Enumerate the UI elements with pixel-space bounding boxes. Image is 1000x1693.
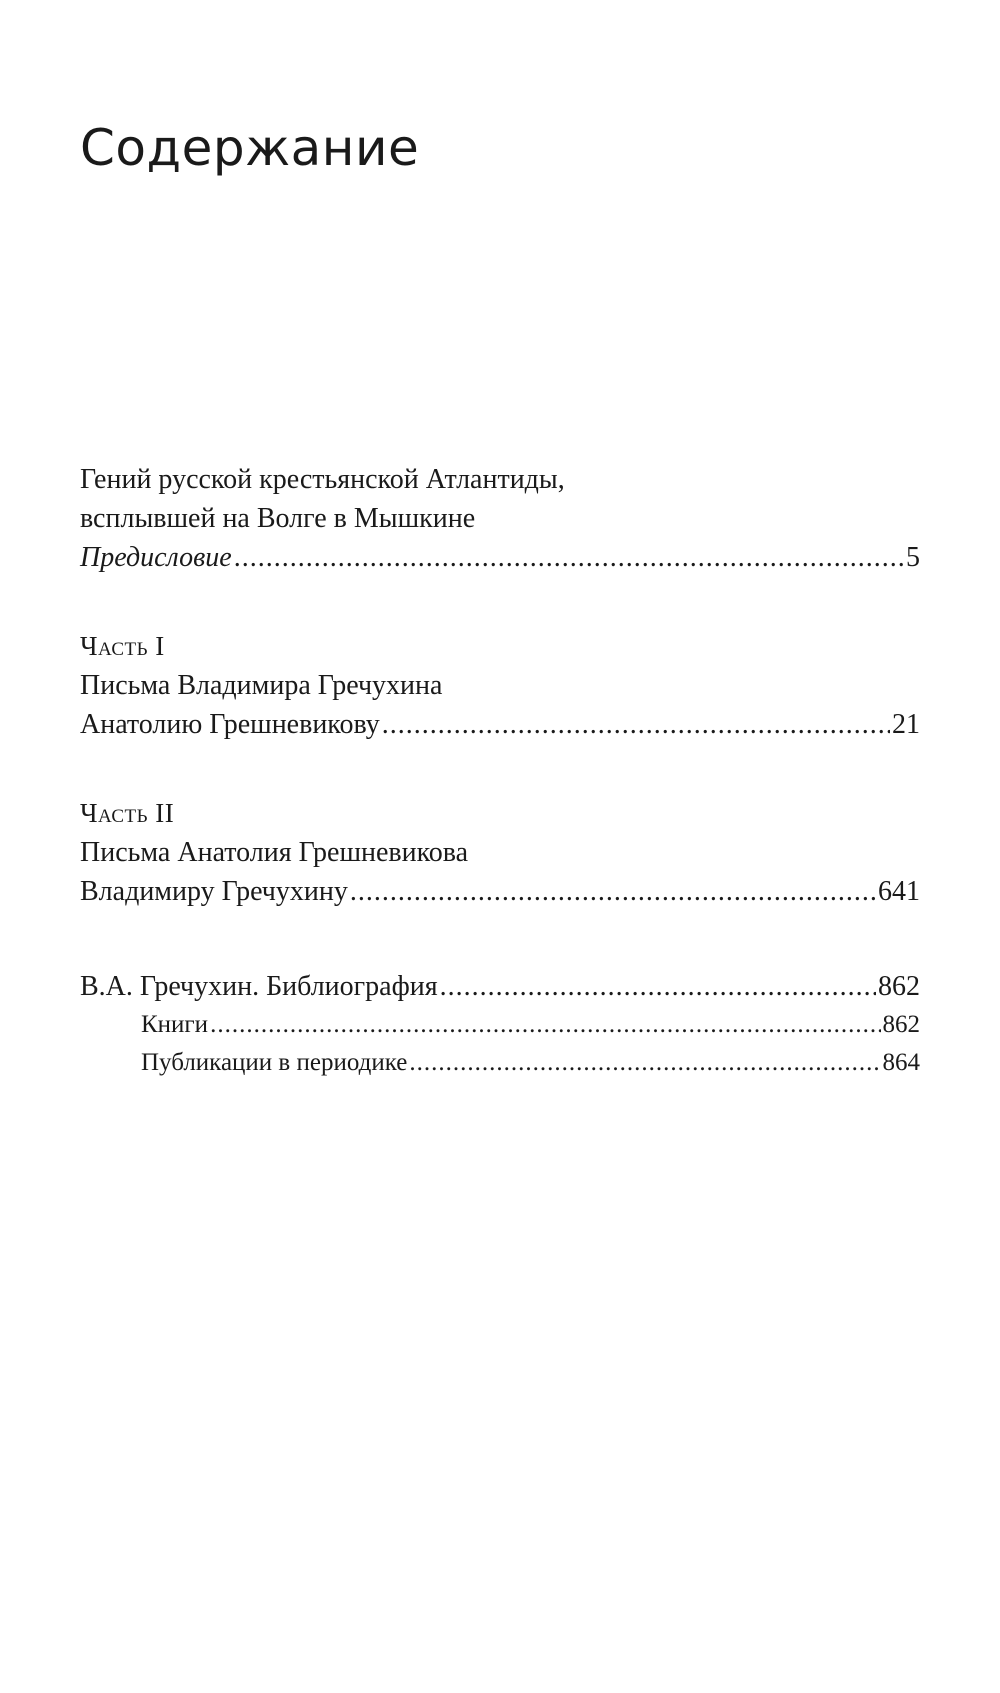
periodicals-entry-label: Публикации в периодике [141,1049,408,1076]
part-1-page-number: 21 [892,709,920,740]
periodicals-page-number: 864 [882,1049,920,1076]
part-2-entry-label: Владимиру Гречухину [80,876,348,907]
toc-section-part-1 [80,627,920,744]
dot-leader [409,1044,880,1082]
dot-leader [234,538,904,577]
dot-leader [382,705,890,744]
part-2-label: Часть II [80,798,175,828]
toc-section-part-2 [80,794,920,911]
dot-leader [210,1006,880,1044]
dot-leader [350,872,876,911]
toc-section-bibliography [80,967,920,1082]
toc-subentry-books[interactable] [80,1006,920,1044]
toc-entry-bibliography[interactable] [80,967,920,1006]
preface-title-line-2: всплывшей на Волге в Мышкине [80,503,476,534]
toc-section-preface [80,460,920,577]
preface-title-line-1: Гений русской крестьянской Атлантиды, [80,464,565,495]
bibliography-page-number: 862 [878,971,920,1002]
part-1-entry-label: Анатолию Грешневикову [80,709,380,740]
part-1-title-line-1: Письма Владимира Гречухина [80,670,443,701]
dot-leader [440,967,876,1006]
preface-entry-label: Предисловие [80,542,232,573]
toc-entry-preface[interactable] [80,538,920,577]
toc-entry-part-2[interactable] [80,872,920,911]
page-title: Содержание [80,119,420,177]
toc-subentry-periodicals[interactable] [80,1044,920,1082]
bibliography-entry-label: В.А. Гречухин. Библиография [80,971,438,1002]
books-entry-label: Книги [141,1011,209,1038]
table-of-contents [80,460,920,1082]
part-2-title-line-1: Письма Анатолия Грешневикова [80,837,469,868]
toc-entry-part-1[interactable] [80,705,920,744]
preface-page-number: 5 [906,542,920,573]
books-page-number: 862 [882,1011,920,1038]
part-1-label: Часть I [80,631,165,661]
part-2-page-number: 641 [878,876,920,907]
